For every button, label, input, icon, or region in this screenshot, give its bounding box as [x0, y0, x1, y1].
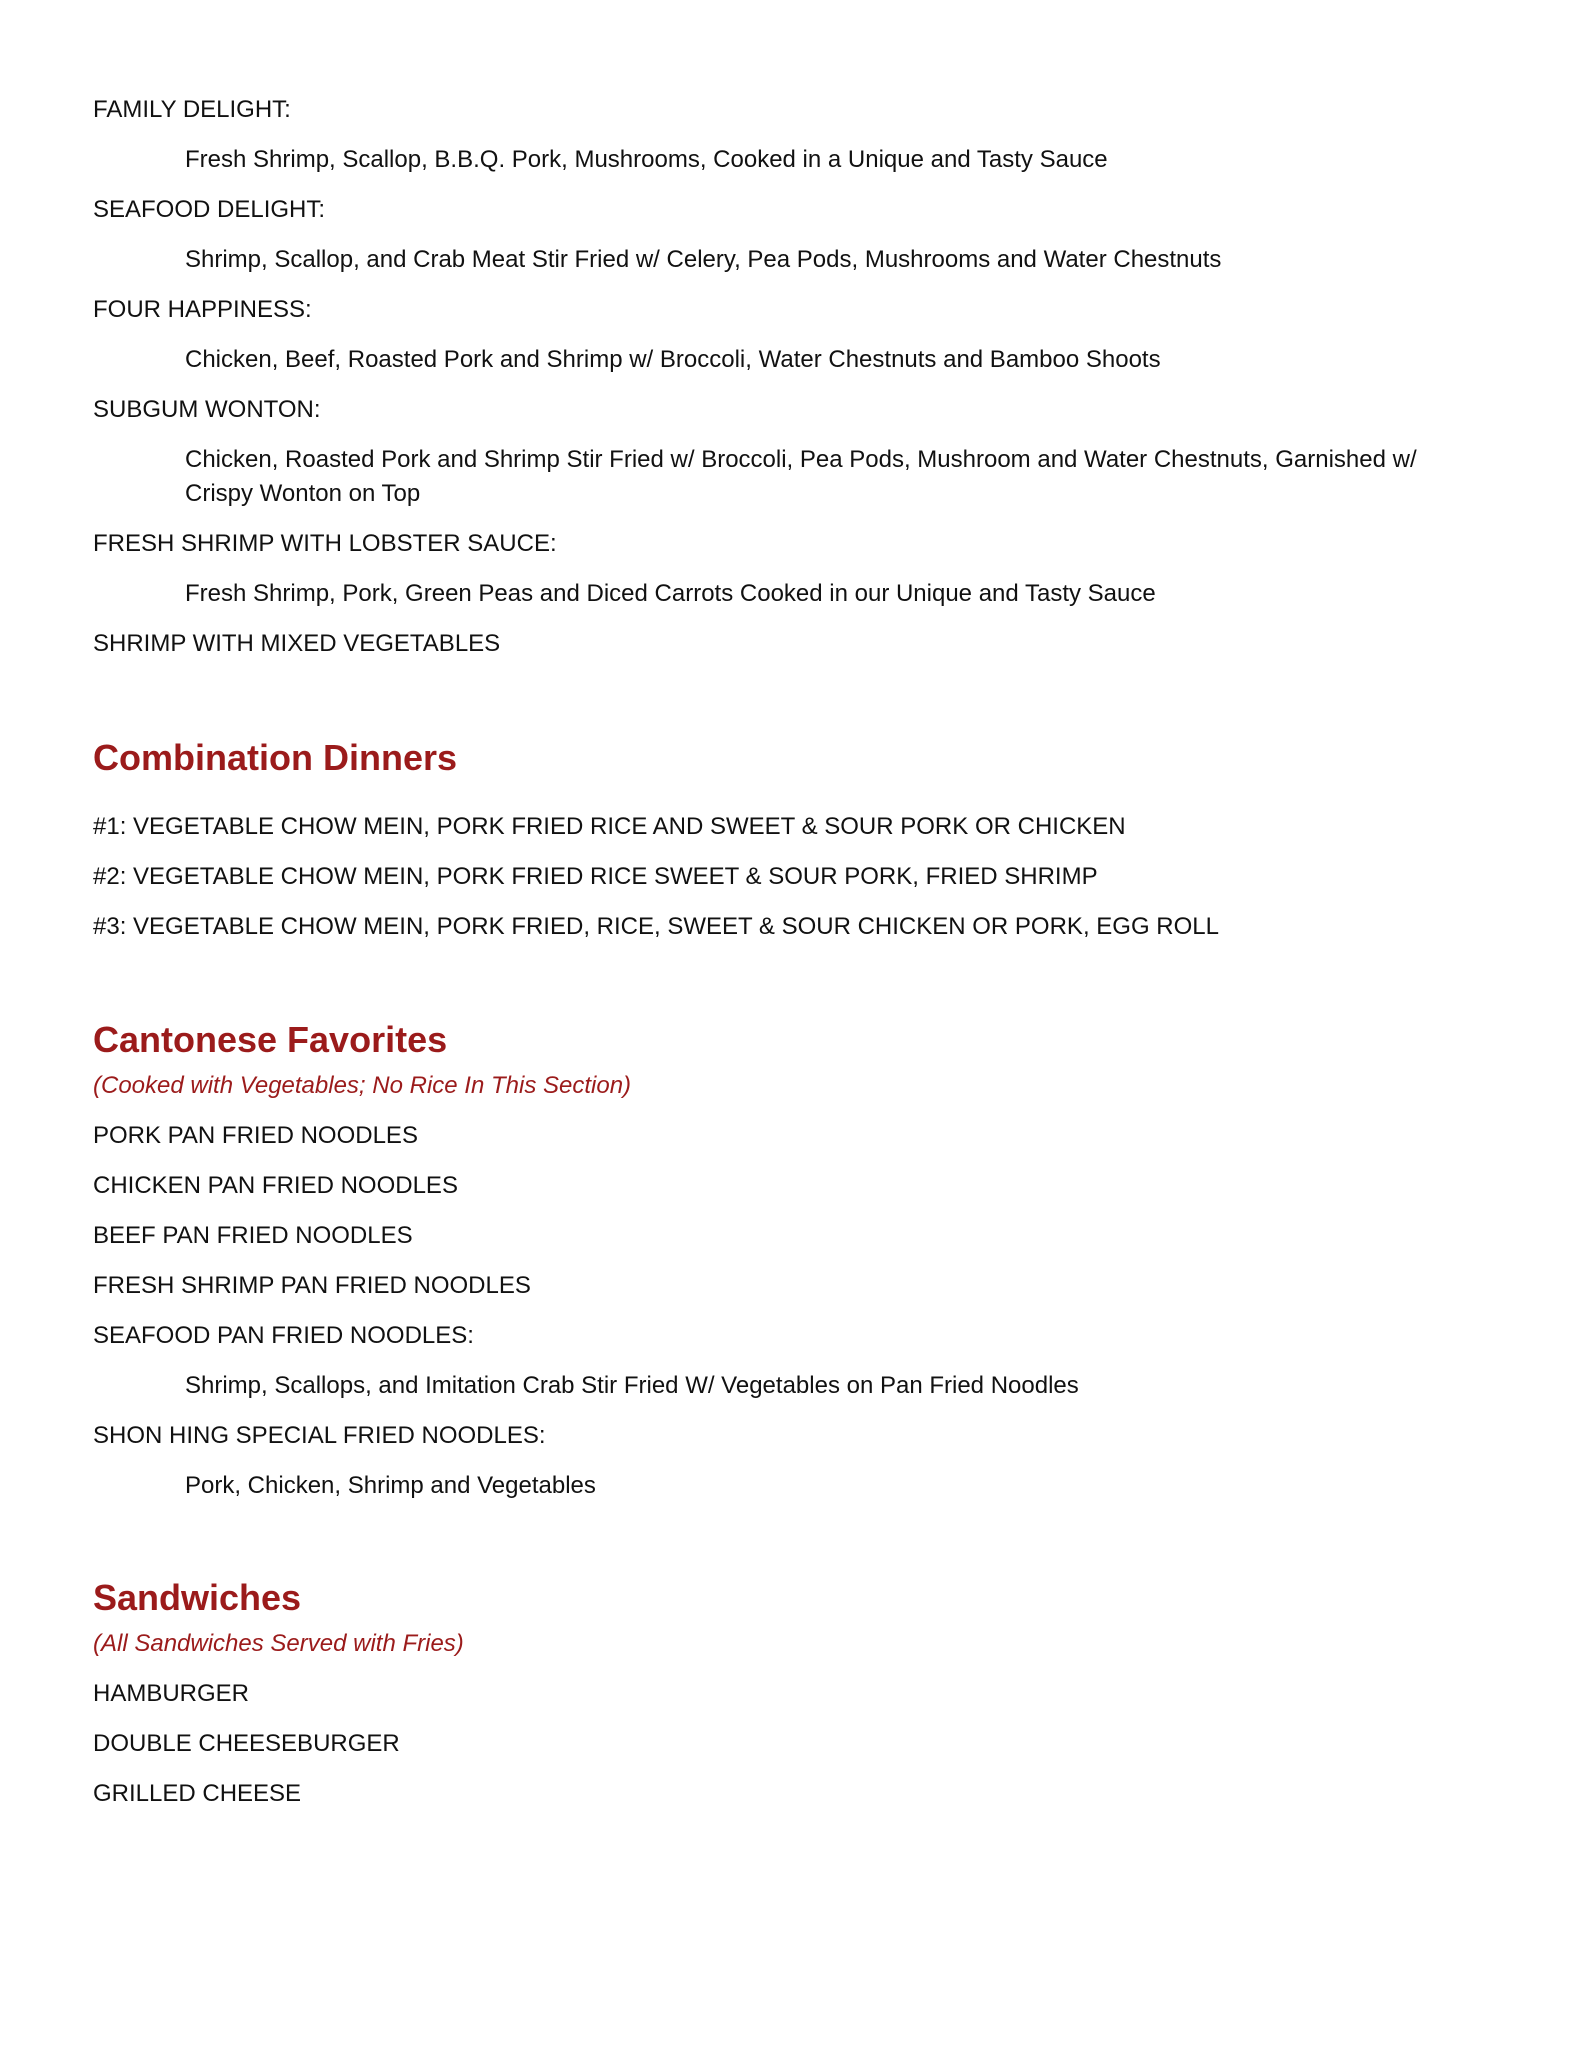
menu-item-pork-pan-fried-noodles: PORK PAN FRIED NOODLES — [93, 1122, 418, 1149]
menu-item-four-happiness: FOUR HAPPINESS: — [93, 296, 312, 323]
section-title-cantonese-favorites: Cantonese Favorites — [93, 1019, 448, 1060]
menu-item-grilled-cheese: GRILLED CHEESE — [93, 1780, 302, 1807]
section-title-combination-dinners: Combination Dinners — [93, 737, 458, 778]
menu-item-chicken-pan-fried-noodles: CHICKEN PAN FRIED NOODLES — [93, 1172, 458, 1199]
menu-item-description: Shrimp, Scallop, and Crab Meat Stir Fried w/ Celery, Pea Pods, Mushrooms and Water Chestnuts — [185, 246, 1222, 273]
menu-item-description: Shrimp, Scallops, and Imitation Crab Stir Fried W/ Vegetables on Pan Fried Noodles — [185, 1372, 1079, 1399]
combination-item-2: #2: VEGETABLE CHOW MEIN, PORK FRIED RICE SWEET & SOUR PORK, FRIED SHRIMP — [93, 863, 1098, 890]
section-title-sandwiches: Sandwiches — [93, 1577, 302, 1618]
menu-item-shrimp-lobster-sauce: FRESH SHRIMP WITH LOBSTER SAUCE: — [93, 530, 557, 557]
menu-item-subgum-wonton: SUBGUM WONTON: — [93, 396, 321, 423]
menu-item-description: Fresh Shrimp, Pork, Green Peas and Diced Carrots Cooked in our Unique and Tasty Sauce — [185, 580, 1156, 607]
menu-item-double-cheeseburger: DOUBLE CHEESEBURGER — [93, 1730, 400, 1757]
combination-item-1: #1: VEGETABLE CHOW MEIN, PORK FRIED RICE AND SWEET & SOUR PORK OR CHICKEN — [93, 813, 1126, 840]
menu-item-description: Chicken, Beef, Roasted Pork and Shrimp w/ Broccoli, Water Chestnuts and Bamboo Shoots — [185, 346, 1161, 373]
menu-item-seafood-pan-fried-noodles: SEAFOOD PAN FRIED NOODLES: — [93, 1322, 474, 1349]
menu-item-hamburger: HAMBURGER — [93, 1680, 250, 1707]
menu-item-seafood-delight: SEAFOOD DELIGHT: — [93, 196, 326, 223]
menu-item-description: Chicken, Roasted Pork and Shrimp Stir Fried w/ Broccoli, Pea Pods, Mushroom and Water Chestnuts, Garnished w/ Crispy Wonton on Top — [185, 446, 1417, 507]
combination-item-3: #3: VEGETABLE CHOW MEIN, PORK FRIED, RICE, SWEET & SOUR CHICKEN OR PORK, EGG ROLL — [93, 913, 1219, 940]
menu-item-family-delight: FAMILY DELIGHT: — [93, 96, 291, 123]
menu-item-description: Fresh Shrimp, Scallop, B.B.Q. Pork, Mushrooms, Cooked in a Unique and Tasty Sauce — [185, 146, 1108, 173]
menu-item-description: Pork, Chicken, Shrimp and Vegetables — [185, 1472, 596, 1499]
menu-item-beef-pan-fried-noodles: BEEF PAN FRIED NOODLES — [93, 1222, 413, 1249]
section-note-cantonese: (Cooked with Vegetables; No Rice In This Section) — [93, 1072, 632, 1099]
menu-item-shrimp-mixed-vegetables: SHRIMP WITH MIXED VEGETABLES — [93, 630, 501, 657]
menu-item-shon-hing-special: SHON HING SPECIAL FRIED NOODLES: — [93, 1422, 546, 1449]
section-note-sandwiches: (All Sandwiches Served with Fries) — [93, 1630, 464, 1657]
menu-item-shrimp-pan-fried-noodles: FRESH SHRIMP PAN FRIED NOODLES — [93, 1272, 531, 1299]
